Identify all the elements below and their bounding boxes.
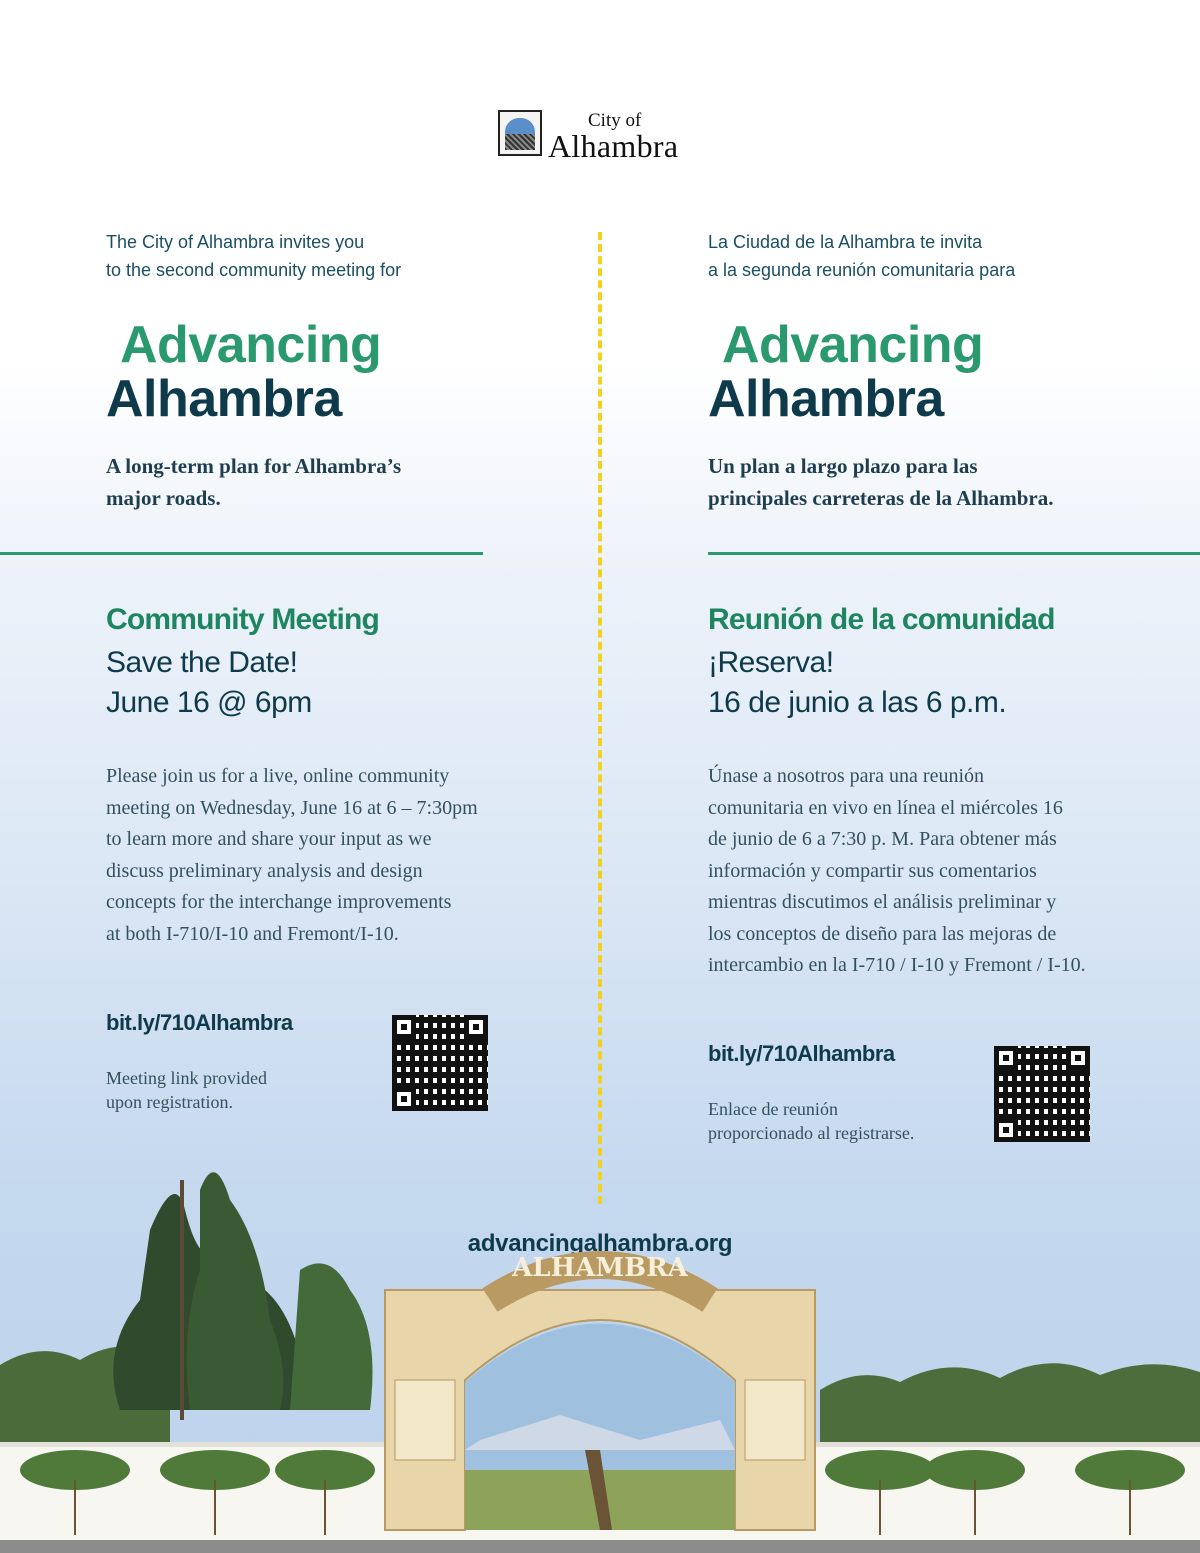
en-body-line: Please join us for a live, online community (106, 765, 450, 787)
es-tagline-line2: principales carreteras de la Alhambra. (708, 486, 1054, 510)
es-body (708, 761, 1086, 982)
es-meeting-block (708, 603, 1055, 723)
alhambra-gateway-scene (0, 1150, 1200, 1553)
city-logo (498, 110, 698, 164)
es-note (708, 1097, 914, 1145)
es-invite-line2: a la segunda reunión comunitaria para (708, 260, 1016, 280)
en-brand-line1: Advancing (120, 316, 382, 374)
en-meeting-block (106, 603, 379, 723)
es-note-line2: proporcionado al registrarse. (708, 1123, 915, 1143)
es-meeting-heading: Reunión de la comunidad (708, 603, 1055, 636)
en-invite (106, 228, 401, 284)
es-rule (708, 552, 1200, 555)
en-body-line: discuss preliminary analysis and design (106, 859, 423, 882)
es-body-line: comunitaria en vivo en línea el miércoles 16 (708, 796, 1063, 819)
en-tagline (106, 450, 401, 514)
es-body-line: mientras discutimos el análisis preliminar y (708, 891, 1057, 913)
en-note-line2: upon registration. (106, 1092, 233, 1112)
en-date-time: June 16 @ 6pm (106, 686, 312, 719)
en-body-line: at both I-710/I-10 and Fremont/I-10. (106, 922, 399, 945)
en-body-line: meeting on Wednesday, June 16 at 6 – 7:30pm (106, 796, 478, 819)
es-body-line: de junio de 6 a 7:30 p. M. Para obtener más (708, 828, 1057, 850)
en-tagline-line1: A long-term plan for Alhambra’s (106, 454, 402, 478)
es-body-line: los conceptos de diseño para las mejoras de (708, 922, 1057, 945)
city-seal-icon (498, 110, 542, 156)
es-registration-link[interactable]: bit.ly/710Alhambra (708, 1041, 895, 1066)
en-save-date: Save the Date! (106, 646, 298, 679)
en-body (106, 761, 478, 950)
es-note-line1: Enlace de reunión (708, 1099, 838, 1119)
en-body-line: to learn more and share your input as we (106, 828, 432, 850)
es-qr-code-icon[interactable] (994, 1046, 1090, 1142)
footer-website-link[interactable]: advancingalhambra.org (467, 1230, 733, 1257)
en-brand-title (106, 318, 381, 426)
es-brand-title (708, 318, 983, 426)
es-body-line: intercambio en la I-710 / I-10 y Fremont / I-10. (708, 954, 1086, 976)
es-date-time: 16 de junio a las 6 p.m. (708, 686, 1007, 719)
center-divider (598, 232, 602, 1204)
logo-name: Alhambra (548, 128, 679, 164)
en-meeting-heading: Community Meeting (106, 603, 380, 636)
en-rule (0, 552, 483, 555)
en-qr-code-icon[interactable] (392, 1015, 488, 1111)
es-invite-line1: La Ciudad de la Alhambra te invita (708, 232, 983, 252)
en-tagline-line2: major roads. (106, 486, 221, 510)
es-brand-line1: Advancing (722, 316, 984, 374)
es-body-line: información y compartir sus comentarios (708, 859, 1037, 882)
logo-city-of: City of (588, 110, 642, 131)
es-tagline (708, 450, 1054, 514)
en-invite-line2: to the second community meeting for (106, 260, 402, 280)
en-note (106, 1066, 267, 1114)
en-invite-line1: The City of Alhambra invites you (106, 232, 365, 252)
es-save-date: ¡Reserva! (708, 646, 834, 679)
en-brand-line2: Alhambra (106, 370, 342, 428)
arch-lettering: ALHAMBRA (512, 1253, 688, 1283)
en-registration-link[interactable]: bit.ly/710Alhambra (106, 1010, 293, 1035)
es-body-line: Únase a nosotros para una reunión (708, 765, 985, 787)
en-body-line: concepts for the interchange improvements (106, 891, 452, 913)
es-tagline-line1: Un plan a largo plazo para las (708, 454, 978, 478)
es-invite (708, 228, 1015, 284)
en-note-line1: Meeting link provided (106, 1068, 267, 1088)
es-brand-line2: Alhambra (708, 370, 944, 428)
